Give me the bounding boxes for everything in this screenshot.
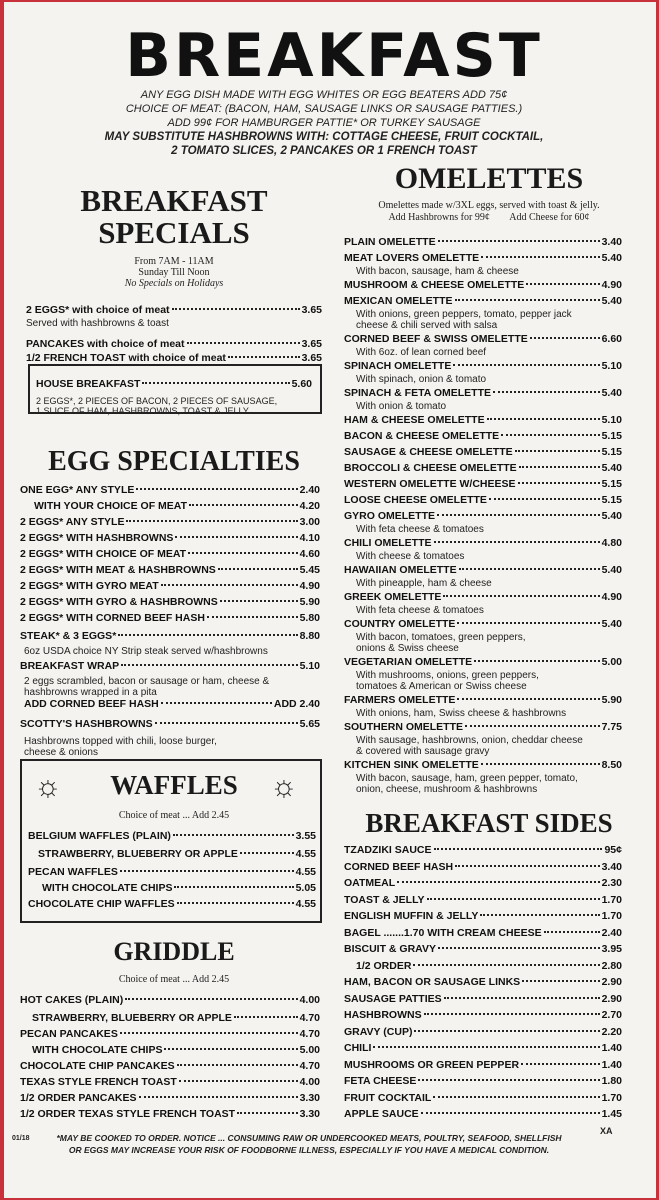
item-name: 2 EGGS* with choice of meat: [26, 304, 170, 316]
item-name: MEXICAN OMELETTE: [344, 295, 453, 307]
menu-item: [20, 718, 320, 730]
menu-item: [344, 295, 622, 307]
item-name: WITH YOUR CHOICE OF MEAT: [34, 500, 188, 512]
item-price: 4.00: [299, 994, 320, 1006]
item-name: BACON & CHEESE OMELETTE: [344, 430, 500, 442]
menu-item: [20, 1108, 320, 1120]
item-name: FARMERS OMELETTE: [344, 694, 456, 706]
item-name: FRUIT COCKTAIL: [344, 1091, 432, 1104]
item-price: 4.90: [601, 279, 622, 291]
item-desc: With 6oz. of lean corned beef: [356, 347, 487, 358]
menu-item: [344, 1009, 622, 1021]
item-price: 1.70: [601, 910, 622, 922]
item-name: CORNED BEEF HASH: [344, 860, 454, 873]
item-name: SAUSAGE PATTIES: [344, 992, 442, 1005]
item-name: HOUSE BREAKFAST: [36, 378, 141, 390]
item-desc: With feta cheese & tomatoes: [356, 524, 484, 535]
waffles-sub: Choice of meat ... Add 2.45: [118, 810, 230, 821]
item-price: 1.45: [601, 1108, 622, 1120]
item-desc: Served with hashbrowns & toast: [26, 318, 169, 329]
item-name: OATMEAL: [344, 877, 396, 889]
item-price: 4.00: [299, 1076, 320, 1088]
specials-hours: [74, 256, 274, 289]
menu-item: [20, 516, 320, 528]
menu-item: [20, 1012, 320, 1024]
item-price: 1.40: [601, 1058, 622, 1071]
item-desc: With bacon, sausage, ham, green pepper, tomato,: [356, 773, 578, 784]
item-price: 3.00: [299, 516, 320, 528]
menu-item: [28, 848, 316, 860]
menu-item: [344, 1059, 622, 1071]
logo: XA: [600, 1126, 613, 1136]
menu-item: [20, 612, 320, 624]
item-price: 4.10: [299, 532, 320, 544]
sun-icon: ☼: [270, 770, 298, 803]
item-name: 2 EGGS* WITH CHOICE OF MEAT: [20, 548, 187, 560]
item-name: 2 EGGS* WITH GYRO & HASHBROWNS: [20, 596, 218, 608]
item-price: 2.30: [601, 877, 622, 889]
item-desc: With onion & tomato: [356, 401, 447, 412]
item-name: ADD CORNED BEEF HASH: [24, 698, 159, 710]
menu-item: [344, 279, 622, 291]
breakfast-sides-heading: BREAKFAST SIDES: [365, 808, 613, 838]
menu-item: [344, 927, 622, 939]
item-price: 5.65: [299, 718, 320, 730]
item-desc: & covered with sausage gravy: [356, 746, 490, 757]
menu-item: [28, 898, 316, 910]
page-title: BREAKFAST: [125, 21, 543, 91]
note-line: ANY EGG DISH MADE WITH EGG WHITES OR EGG BEATERS ADD 75¢: [140, 89, 508, 101]
menu-item: [344, 993, 622, 1005]
food-safety-notice: *MAY BE COOKED TO ORDER. NOTICE ... CONSUMING RAW OR UNDERCOOKED MEATS, POULTRY, SEAFOOD, SHELLFISH OR EGGS MAY INCREASE YOUR RISK OF FOODBORNE ILLNESS, ESPECIALLY IF YOU HAVE A MEDICAL CONDITION.: [56, 1133, 562, 1155]
omelettes-sub: Omelettes made w/3XL eggs, served with toast & jelly. Add Hashbrowns for 99¢ Add Cheese for 60¢: [378, 200, 600, 223]
item-name: CORNED BEEF & SWISS OMELETTE: [344, 333, 528, 345]
item-name: SOUTHERN OMELETTE: [344, 721, 464, 733]
menu-item: [344, 618, 622, 630]
item-price: 3.65: [301, 352, 322, 364]
menu-item: [344, 1092, 622, 1104]
scotty-desc: Hashbrowns topped with chili, loose burger, cheese & onions: [24, 736, 217, 758]
item-price: 5.80: [299, 612, 320, 624]
item-price: 5.40: [601, 295, 622, 307]
griddle-heading: GRIDDLE: [113, 937, 235, 966]
item-price: 3.95: [601, 943, 622, 955]
menu-item: [344, 1042, 622, 1054]
item-price: 5.00: [299, 1044, 320, 1056]
item-price: 4.60: [299, 548, 320, 560]
item-price: 4.90: [601, 591, 622, 603]
menu-item: [344, 591, 622, 603]
menu-item: [20, 532, 320, 544]
item-price: 8.50: [601, 759, 622, 771]
item-name: 2 EGGS* ANY STYLE: [20, 516, 125, 528]
menu-item: [344, 494, 622, 506]
item-name: PLAIN OMELETTE: [344, 236, 436, 248]
item-price: 5.90: [299, 596, 320, 608]
item-name: 1/2 ORDER PANCAKES: [20, 1092, 137, 1104]
item-name: 2 EGGS* WITH HASHBROWNS: [20, 532, 174, 544]
item-name: TEXAS STYLE FRENCH TOAST: [20, 1076, 177, 1088]
item-name: LOOSE CHEESE OMELETTE: [344, 494, 487, 506]
item-price: 4.55: [295, 898, 316, 910]
item-desc: onions & Swiss cheese: [356, 643, 459, 654]
item-name: 1/2 ORDER: [356, 959, 412, 972]
item-name: HOT CAKES (PLAIN): [20, 994, 124, 1006]
item-name: HAM & CHEESE OMELETTE: [344, 414, 485, 426]
item-name: GREEK OMELETTE: [344, 591, 442, 603]
item-price: 4.70: [299, 1012, 320, 1024]
item-name: MUSHROOM & CHEESE OMELETTE: [344, 279, 525, 291]
item-price: 2.80: [601, 959, 622, 972]
menu-item: [344, 894, 622, 906]
item-desc: With pineapple, ham & cheese: [356, 578, 492, 589]
item-name: SPINACH & FETA OMELETTE: [344, 387, 491, 399]
item-price: 5.40: [601, 564, 622, 576]
item-price: 5.10: [601, 414, 622, 426]
menu-item: [344, 1026, 622, 1038]
menu-item: [20, 1092, 320, 1104]
menu-item: [344, 759, 622, 771]
item-price: 6.60: [601, 333, 622, 345]
waffles-heading: WAFFLES: [110, 770, 238, 800]
menu-item: [344, 446, 622, 458]
menu-item: [344, 976, 622, 988]
item-price: 5.45: [299, 564, 320, 576]
menu-item: [344, 910, 622, 922]
item-name: BREAKFAST WRAP: [20, 660, 120, 672]
menu-item: [344, 252, 622, 264]
print-date: 01/18: [12, 1135, 30, 1142]
menu-item: [28, 830, 316, 842]
menu-item: [20, 564, 320, 576]
item-price: 8.80: [299, 630, 320, 642]
item-price: 1.70: [601, 893, 622, 906]
note-line: ADD 99¢ FOR HAMBURGER PATTIE* OR TURKEY SAUSAGE: [167, 117, 481, 129]
item-price: 1.80: [601, 1075, 622, 1087]
item-name: 1/2 ORDER TEXAS STYLE FRENCH TOAST: [20, 1108, 236, 1120]
item-name: GYRO OMELETTE: [344, 510, 436, 522]
item-desc: With bacon, sausage, ham & cheese: [356, 266, 519, 277]
item-name: HAWAIIAN OMELETTE: [344, 564, 457, 576]
item-price: 5.15: [601, 478, 622, 490]
item-name: 2 EGGS* WITH GYRO MEAT: [20, 580, 159, 592]
menu-notes: [44, 88, 604, 158]
menu-item: [26, 304, 322, 316]
item-price: 4.80: [601, 537, 622, 549]
menu-item: [344, 1108, 622, 1120]
menu-item: [20, 630, 320, 642]
item-name: TZADZIKI SAUCE: [344, 844, 432, 856]
item-name: WITH CHOCOLATE CHIPS: [32, 1044, 163, 1056]
item-name: 2 EGGS* WITH MEAT & HASHBROWNS: [20, 564, 216, 576]
menu-item: [20, 1028, 320, 1040]
item-name: VEGETARIAN OMELETTE: [344, 656, 473, 668]
item-name: HASHBROWNS: [344, 1009, 422, 1021]
sun-icon: ☼: [34, 770, 62, 803]
item-price: 95¢: [604, 844, 622, 856]
item-desc: tomatoes & American or Swiss cheese: [356, 681, 527, 692]
egg-specialties-heading: EGG SPECIALTIES: [48, 446, 300, 477]
item-price: 5.10: [299, 660, 320, 672]
wrap-desc: 2 eggs scrambled, bacon or sausage or ham, cheese & hashbrowns wrapped in a pita: [24, 676, 270, 698]
item-name: GRAVY (CUP): [344, 1025, 413, 1038]
item-price: 5.15: [601, 430, 622, 442]
item-price: 5.40: [601, 462, 622, 474]
item-desc: With mushrooms, onions, green peppers,: [356, 670, 539, 681]
item-name: CHILI: [344, 1042, 372, 1054]
menu-item: [20, 1060, 320, 1072]
menu-item: [26, 338, 322, 350]
item-name: STRAWBERRY, BLUEBERRY OR APPLE: [38, 848, 238, 860]
item-price: 5.00: [601, 656, 622, 668]
menu-item: [20, 596, 320, 608]
item-price: 5.15: [601, 446, 622, 458]
item-price: 3.55: [295, 830, 316, 842]
house-breakfast-box: [28, 364, 322, 414]
item-desc: With sausage, hashbrowns, onion, cheddar cheese: [356, 735, 583, 746]
steak-desc: 6oz USDA choice NY Strip steak served w/hashbrowns: [24, 646, 268, 657]
item-price: 2.20: [601, 1025, 622, 1038]
item-desc: With feta cheese & tomatoes: [356, 605, 484, 616]
item-price: 1.70: [601, 1091, 622, 1104]
menu-item: [344, 333, 622, 345]
menu-item: [344, 510, 622, 522]
menu-item: [20, 1044, 320, 1056]
item-price: 1.40: [601, 1042, 622, 1054]
hours-line: Sunday Till Noon: [138, 267, 210, 278]
item-price: 4.20: [299, 500, 320, 512]
menu-item: [20, 484, 320, 496]
item-name: PECAN PANCAKES: [20, 1028, 118, 1040]
item-name: COUNTRY OMELETTE: [344, 618, 456, 630]
item-price: 5.40: [601, 252, 622, 264]
item-name: WESTERN OMELETTE W/CHEESE: [344, 478, 516, 490]
item-price: 4.70: [299, 1060, 320, 1072]
item-price: 3.30: [299, 1108, 320, 1120]
item-name: FETA CHEESE: [344, 1075, 417, 1087]
item-price: ADD 2.40: [273, 698, 320, 710]
menu-page: [4, 2, 656, 1198]
item-name: 2 EGGS* WITH CORNED BEEF HASH: [20, 612, 205, 624]
menu-item: [20, 698, 320, 710]
item-price: 4.55: [295, 848, 316, 860]
item-name: BISCUIT & GRAVY: [344, 943, 436, 955]
menu-item: [344, 844, 622, 856]
menu-item: [344, 656, 622, 668]
item-name: MUSHROOMS OR GREEN PEPPER: [344, 1058, 520, 1071]
item-name: SAUSAGE & CHEESE OMELETTE: [344, 446, 513, 458]
item-price: 2.70: [601, 1009, 622, 1021]
item-desc: With cheese & tomatoes: [356, 551, 465, 562]
item-name: KITCHEN SINK OMELETTE: [344, 759, 479, 771]
item-price: 5.60: [291, 378, 312, 390]
specials-heading-line1: BREAKFAST: [80, 183, 268, 218]
item-price: 3.40: [601, 860, 622, 873]
menu-item: [344, 721, 622, 733]
menu-item: [20, 994, 320, 1006]
menu-item: [344, 478, 622, 490]
item-name: CHILI OMELETTE: [344, 537, 432, 549]
item-desc: With onions, green peppers, tomato, pepper jack: [356, 309, 572, 320]
item-price: 3.40: [601, 236, 622, 248]
item-price: 2.90: [601, 976, 622, 988]
menu-item: [344, 414, 622, 426]
menu-item: [20, 548, 320, 560]
specials-heading-line2: SPECIALS: [98, 215, 250, 250]
item-price: 2.40: [601, 926, 622, 939]
hours-line: No Specials on Holidays: [124, 278, 224, 289]
menu-item: [20, 1076, 320, 1088]
menu-item: [344, 1075, 622, 1087]
menu-item: [344, 236, 622, 248]
item-name: SCOTTY'S HASHBROWNS: [20, 718, 153, 730]
menu-item: [344, 861, 622, 873]
item-name: CHOCOLATE CHIP PANCAKES: [20, 1060, 175, 1072]
item-desc: With onions, ham, Swiss cheese & hashbrowns: [356, 708, 567, 719]
item-name: HAM, BACON OR SAUSAGE LINKS: [344, 976, 521, 988]
griddle-sub: Choice of meat ... Add 2.45: [118, 974, 230, 985]
menu-item: [28, 882, 316, 894]
item-name: APPLE SAUCE: [344, 1108, 419, 1120]
omelettes-heading: OMELETTES: [394, 162, 584, 195]
item-name: BELGIUM WAFFLES (PLAIN): [28, 830, 171, 842]
item-name: TOAST & JELLY: [344, 893, 425, 906]
item-price: 3.30: [299, 1092, 320, 1104]
note-line: MAY SUBSTITUTE HASHBROWNS WITH: COTTAGE CHEESE, FRUIT COCKTAIL,: [104, 131, 544, 143]
menu-item: [344, 694, 622, 706]
item-price: 5.40: [601, 618, 622, 630]
item-price: 5.40: [601, 387, 622, 399]
item-desc: With bacon, tomatoes, green peppers,: [356, 632, 526, 643]
item-name: PECAN WAFFLES: [28, 866, 118, 878]
item-price: 2.90: [601, 992, 622, 1005]
item-price: 4.90: [299, 580, 320, 592]
item-desc: 2 EGGS*, 2 PIECES OF BACON, 2 PIECES OF SAUSAGE, 1 SLICE OF HAM, HASHBROWNS, TOAST & JELLY: [36, 396, 278, 416]
menu-item: [344, 430, 622, 442]
item-price: 5.10: [601, 360, 622, 372]
menu-item: [26, 352, 322, 364]
menu-item: [344, 462, 622, 474]
note-line: 2 TOMATO SLICES, 2 PANCAKES OR 1 FRENCH TOAST: [171, 145, 477, 157]
item-name: MEAT LOVERS OMELETTE: [344, 252, 480, 264]
item-name: CHOCOLATE CHIP WAFFLES: [28, 898, 175, 910]
menu-item: [20, 580, 320, 592]
menu-item: [344, 564, 622, 576]
item-name: PANCAKES with choice of meat: [26, 338, 185, 350]
item-name: ENGLISH MUFFIN & JELLY: [344, 910, 479, 922]
menu-item: [344, 943, 622, 955]
item-price: 3.65: [301, 338, 322, 350]
menu-item: [344, 960, 622, 972]
item-price: 5.05: [295, 882, 316, 894]
hours-line: From 7AM - 11AM: [134, 256, 214, 267]
item-price: 5.40: [601, 510, 622, 522]
item-price: 3.65: [301, 304, 322, 316]
item-name: BAGEL .......1.70 WITH CREAM CHEESE: [344, 926, 542, 939]
specials-heading: [74, 185, 274, 249]
item-price: 5.90: [601, 694, 622, 706]
menu-item: [28, 866, 316, 878]
item-name: 1/2 FRENCH TOAST with choice of meat: [26, 352, 226, 364]
item-price: 4.70: [299, 1028, 320, 1040]
menu-item: [344, 537, 622, 549]
item-desc: With spinach, onion & tomato: [356, 374, 487, 385]
item-price: 5.15: [601, 494, 622, 506]
item-price: 2.40: [299, 484, 320, 496]
menu-item: [20, 500, 320, 512]
item-price: 7.75: [601, 721, 622, 733]
item-desc: cheese & chili served with salsa: [356, 320, 498, 331]
item-price: 4.55: [295, 866, 316, 878]
item-name: STRAWBERRY, BLUEBERRY OR APPLE: [32, 1012, 232, 1024]
item-name: STEAK* & 3 EGGS*: [20, 630, 117, 642]
item-name: SPINACH OMELETTE: [344, 360, 452, 372]
item-name: ONE EGG* ANY STYLE: [20, 484, 135, 496]
item-desc: onion, cheese, mushroom & hashbrowns: [356, 784, 538, 795]
menu-item: [344, 877, 622, 889]
item-name: WITH CHOCOLATE CHIPS: [42, 882, 173, 894]
menu-item: [20, 660, 320, 672]
item-name: BROCCOLI & CHEESE OMELETTE: [344, 462, 517, 474]
note-line: CHOICE OF MEAT: (BACON, HAM, SAUSAGE LINKS OR SAUSAGE PATTIES.): [125, 103, 523, 115]
menu-item: [36, 378, 312, 390]
menu-item: [344, 360, 622, 372]
menu-item: [344, 387, 622, 399]
